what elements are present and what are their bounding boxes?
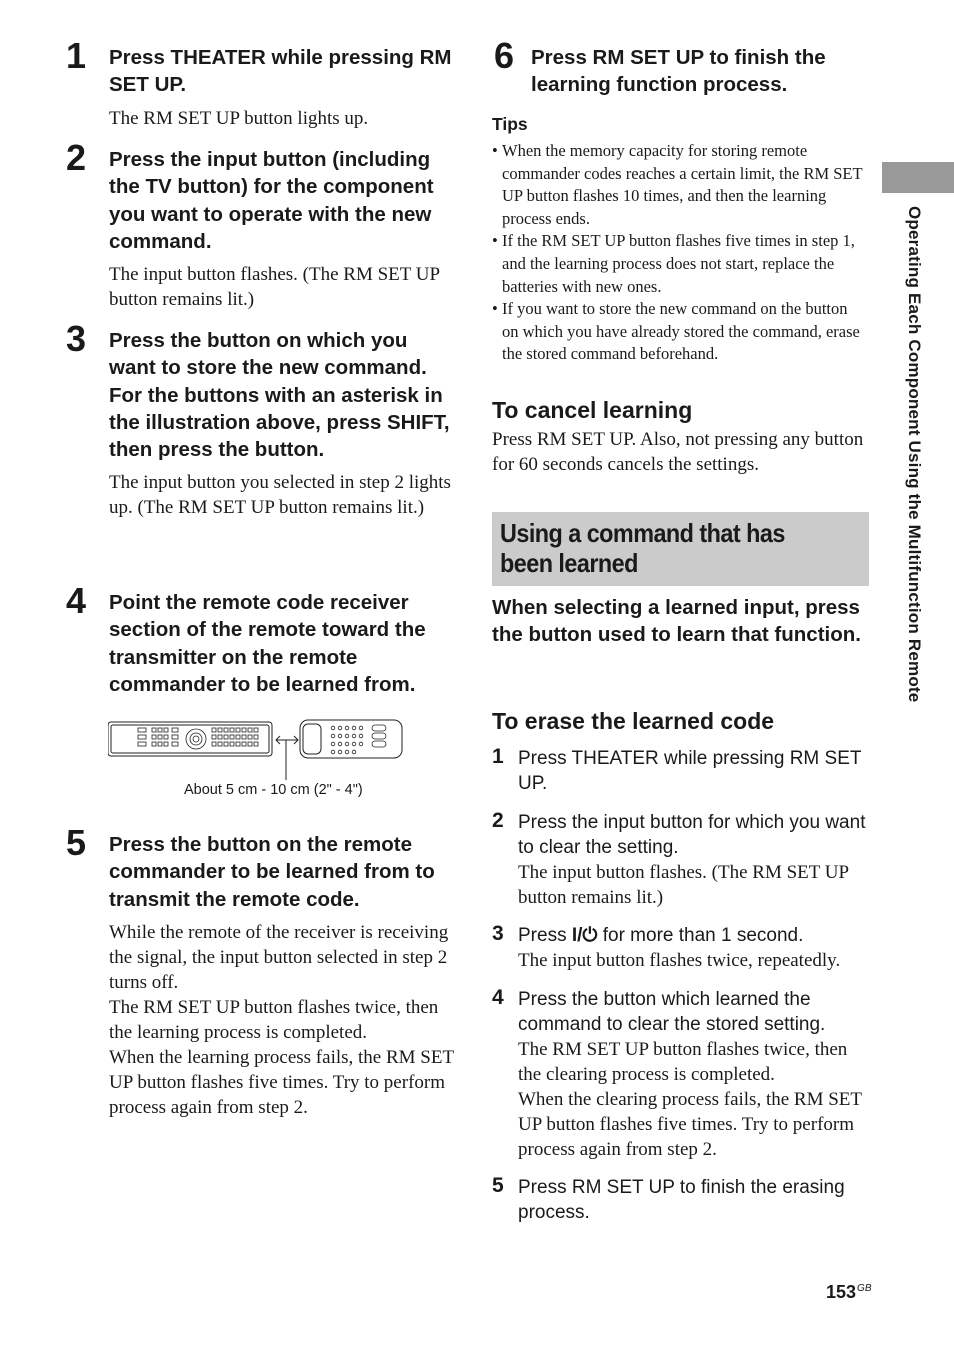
using-intro: When selecting a learned input, press the button used to learn that function. bbox=[492, 596, 861, 647]
step-number: 2 bbox=[492, 809, 504, 832]
step-heading: Press THEATER while pressing RM SET UP. bbox=[518, 748, 862, 794]
step-body: The RM SET UP button lights up. bbox=[109, 107, 369, 129]
step-heading: Press THEATER while pressing RM SET UP. bbox=[109, 46, 452, 97]
step-heading: Press the button which learned the command to clear the stored setting. bbox=[518, 989, 826, 1035]
erase-heading: To erase the learned code bbox=[492, 708, 775, 734]
cancel-body: Press RM SET UP. Also, not pressing any button for 60 seconds cancels the settings. bbox=[492, 429, 864, 475]
step-heading: Press RM SET UP to finish the erasing process. bbox=[518, 1177, 845, 1223]
step-heading: Press RM SET UP to finish the learning function process. bbox=[531, 46, 826, 97]
erase-step-1 bbox=[492, 746, 872, 796]
step-2 bbox=[66, 137, 456, 312]
step-number: 2 bbox=[66, 137, 87, 178]
section-banner bbox=[492, 512, 869, 586]
tips-title: Tips bbox=[492, 114, 528, 134]
power-icon: I/⏻ bbox=[571, 925, 598, 946]
section-banner-title: Using a command that has been learned bbox=[500, 518, 785, 578]
page-number-suffix: GB bbox=[857, 1283, 872, 1294]
receiver-remote-icon bbox=[108, 722, 272, 756]
learned-remote-icon bbox=[300, 720, 402, 758]
step-number: 1 bbox=[66, 35, 87, 76]
cancel-heading: To cancel learning bbox=[492, 397, 693, 423]
step-heading: Press the button on the remote commander to be learned from to transmit the remote code. bbox=[109, 833, 435, 911]
step-heading: Press the input button for which you want to clear the setting. bbox=[518, 812, 866, 858]
erase-step-5 bbox=[492, 1175, 872, 1225]
page-number bbox=[826, 1282, 872, 1303]
step-number: 6 bbox=[494, 35, 515, 76]
step-heading-post: for more than 1 second. bbox=[597, 925, 804, 946]
step-body: The input button flashes. (The RM SET UP button remains lit.) bbox=[518, 862, 849, 908]
step-number: 3 bbox=[66, 318, 87, 359]
illustration-caption: About 5 cm - 10 cm (2" - 4") bbox=[184, 782, 363, 798]
step-heading bbox=[518, 923, 872, 948]
step-body: The input button you selected in step 2 lights up. (The RM SET UP button remains lit.) bbox=[109, 472, 451, 519]
step-body: The input button flashes twice, repeatedly. bbox=[518, 950, 841, 971]
side-chapter-label: Operating Each Component Using the Multifunction Remote bbox=[905, 206, 924, 703]
erase-step-3 bbox=[492, 923, 872, 973]
step-heading: Press the input button (including the TV button) for the component you want to operate with the new command. bbox=[109, 148, 434, 253]
erase-step-2 bbox=[492, 810, 872, 910]
step-number: 3 bbox=[492, 922, 504, 945]
step-heading: Point the remote code receiver section of the remote toward the transmitter on the remote commander to be learned from. bbox=[109, 591, 426, 696]
distance-arrow bbox=[276, 736, 298, 780]
step-5 bbox=[66, 822, 456, 1120]
step-6 bbox=[492, 35, 872, 99]
step-number: 4 bbox=[492, 986, 504, 1009]
tip-item: • When the memory capacity for storing remote commander codes reaches a certain limit, the RM SET UP button flashes 10 times, and then the learning process ends. bbox=[492, 140, 868, 230]
step-number: 5 bbox=[492, 1174, 504, 1197]
tip-item: • If you want to store the new command on the button on which you have already stored the command, erase the stored command beforehand. bbox=[492, 298, 868, 366]
chapter-tab bbox=[882, 162, 954, 193]
tip-item: • If the RM SET UP button flashes five times in step 1, and the learning process does not start, replace the batteries with new ones. bbox=[492, 230, 868, 298]
page-number-value: 153 bbox=[826, 1282, 857, 1302]
erase-step-4 bbox=[492, 987, 872, 1162]
step-number: 1 bbox=[492, 745, 504, 768]
step-body: The input button flashes. (The RM SET UP button remains lit.) bbox=[109, 264, 440, 311]
step-1 bbox=[66, 35, 456, 131]
step-number: 5 bbox=[66, 822, 87, 863]
step-4 bbox=[66, 580, 456, 698]
step-number: 4 bbox=[66, 580, 87, 621]
step-heading-pre: Press bbox=[518, 925, 572, 946]
step-heading: Press the button on which you want to store the new command. For the buttons with an asterisk in the illustration above, press SHIFT, then press the button. bbox=[109, 329, 450, 462]
step-body: The RM SET UP button flashes twice, then the clearing process is completed. When the clearing process fails, the RM SET UP button flashes five times. Try to perform process again from step 2. bbox=[518, 1039, 862, 1160]
step-body: While the remote of the receiver is receiving the signal, the input button selected in step 2 turns off. The RM SET UP button flashes twice, then the learning process is completed. When the learning process fails, the RM SET UP button flashes five times. Try to perform process again from step 2. bbox=[109, 921, 454, 1118]
step-3 bbox=[66, 318, 456, 520]
tips-list bbox=[492, 140, 868, 366]
